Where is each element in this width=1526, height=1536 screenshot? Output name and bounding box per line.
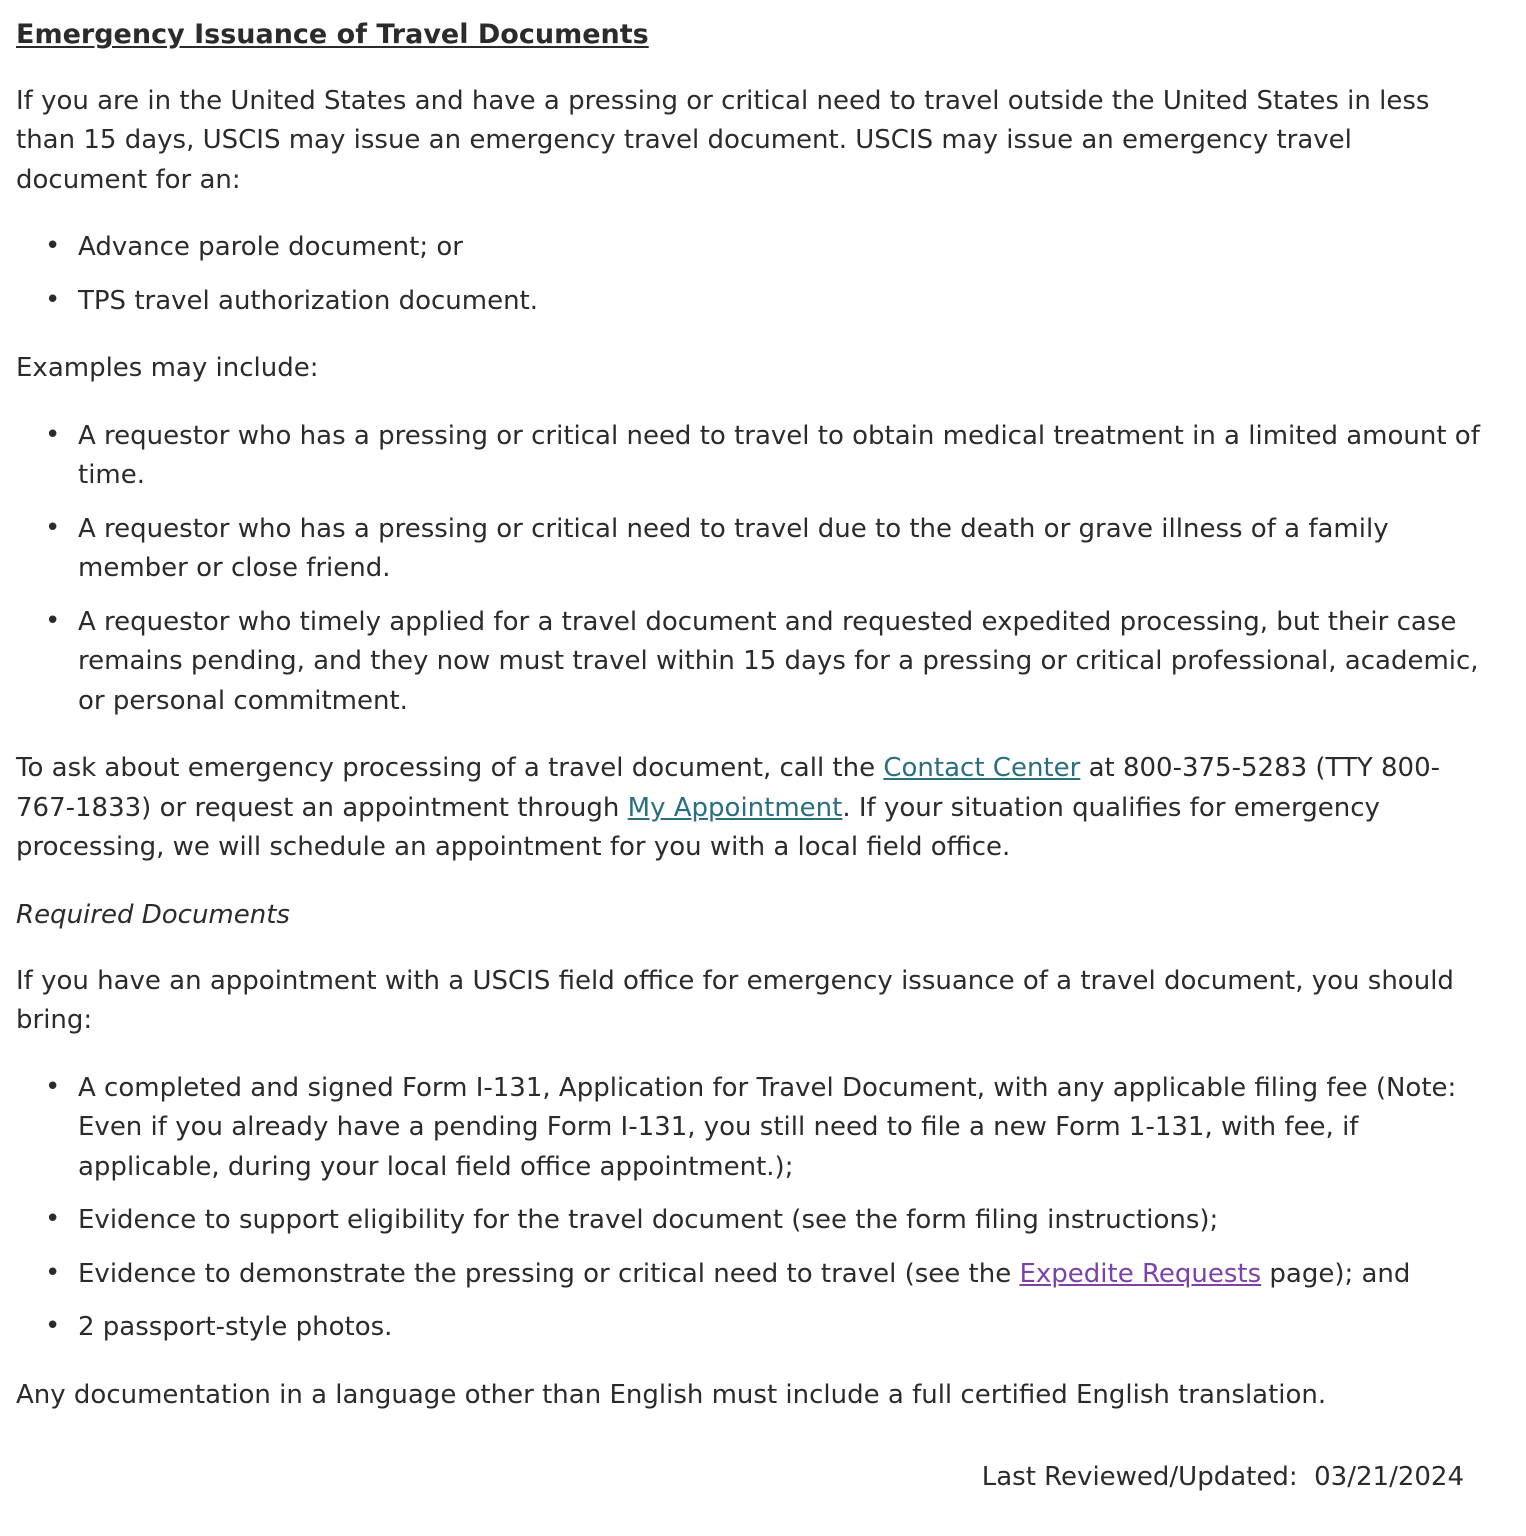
contact-paragraph-text-2: at 800-375-5283 (TTY 800-767-1833) or request an appointment through bbox=[16, 753, 1441, 823]
expedite-requests-link[interactable]: Expedite Requests bbox=[1019, 1258, 1262, 1289]
contact-center-link[interactable]: Contact Center bbox=[883, 753, 1081, 784]
expedite-item-text-2: page); and bbox=[1261, 1258, 1411, 1289]
examples-list bbox=[16, 417, 1486, 722]
my-appointment-link[interactable]: My Appointment bbox=[627, 792, 843, 823]
page-title: Emergency Issuance of Travel Documents bbox=[16, 19, 649, 50]
required-documents-lead: If you have an appointment with a USCIS field office for emergency issuance of a travel document, you should bring: bbox=[16, 965, 1454, 1036]
contact-paragraph-text-3: . If your situation qualifies for emergency processing, we will schedule an appointment for you with a local field office. bbox=[16, 792, 1380, 863]
list-item bbox=[78, 1255, 1486, 1295]
examples-lead: Examples may include: bbox=[16, 353, 319, 384]
required-documents-heading: Required Documents bbox=[16, 900, 290, 930]
list-item: • TPS travel authorization document. bbox=[78, 282, 1486, 322]
contact-paragraph-text-1: To ask about emergency processing of a travel document, call the bbox=[16, 753, 884, 784]
list-item: • 2 passport-style photos. bbox=[78, 1308, 1486, 1348]
document-types-list bbox=[16, 228, 1486, 321]
intro-paragraph: If you are in the United States and have a pressing or critical need to travel outside the United States in less than 15 days, USCIS may issue an emergency travel document. USCIS may issue an emergency travel document for an: bbox=[16, 85, 1430, 195]
contact-paragraph bbox=[16, 749, 1486, 868]
translation-note: Any documentation in a language other than English must include a full certified English translation. bbox=[16, 1379, 1327, 1410]
last-reviewed-label: Last Reviewed/Updated: bbox=[981, 1462, 1298, 1493]
list-item: • A completed and signed Form I-131, Application for Travel Document, with any applicable filing fee (Note: Even if you already have a pending Form I-131, you still need to file a new Form 1-131, with fee, if applicable, during your local field office appointment.); bbox=[78, 1069, 1486, 1188]
list-item: • A requestor who timely applied for a travel document and requested expedited processing, but their case remains pending, and they now must travel within 15 days for a pressing or critical professional, academic, or personal commitment. bbox=[78, 603, 1486, 722]
last-reviewed-footer bbox=[16, 1459, 1486, 1495]
expedite-item-text-1: Evidence to demonstrate the pressing or critical need to travel (see the bbox=[78, 1258, 1020, 1289]
required-documents-list bbox=[16, 1069, 1486, 1348]
last-reviewed-date: 03/21/2024 bbox=[1314, 1462, 1464, 1493]
list-item: • Evidence to support eligibility for the travel document (see the form filing instructions); bbox=[78, 1201, 1486, 1241]
list-item: • A requestor who has a pressing or critical need to travel to obtain medical treatment in a limited amount of time. bbox=[78, 417, 1486, 496]
list-item: • A requestor who has a pressing or critical need to travel due to the death or grave illness of a family member or close friend. bbox=[78, 510, 1486, 589]
list-item: • Advance parole document; or bbox=[78, 228, 1486, 268]
